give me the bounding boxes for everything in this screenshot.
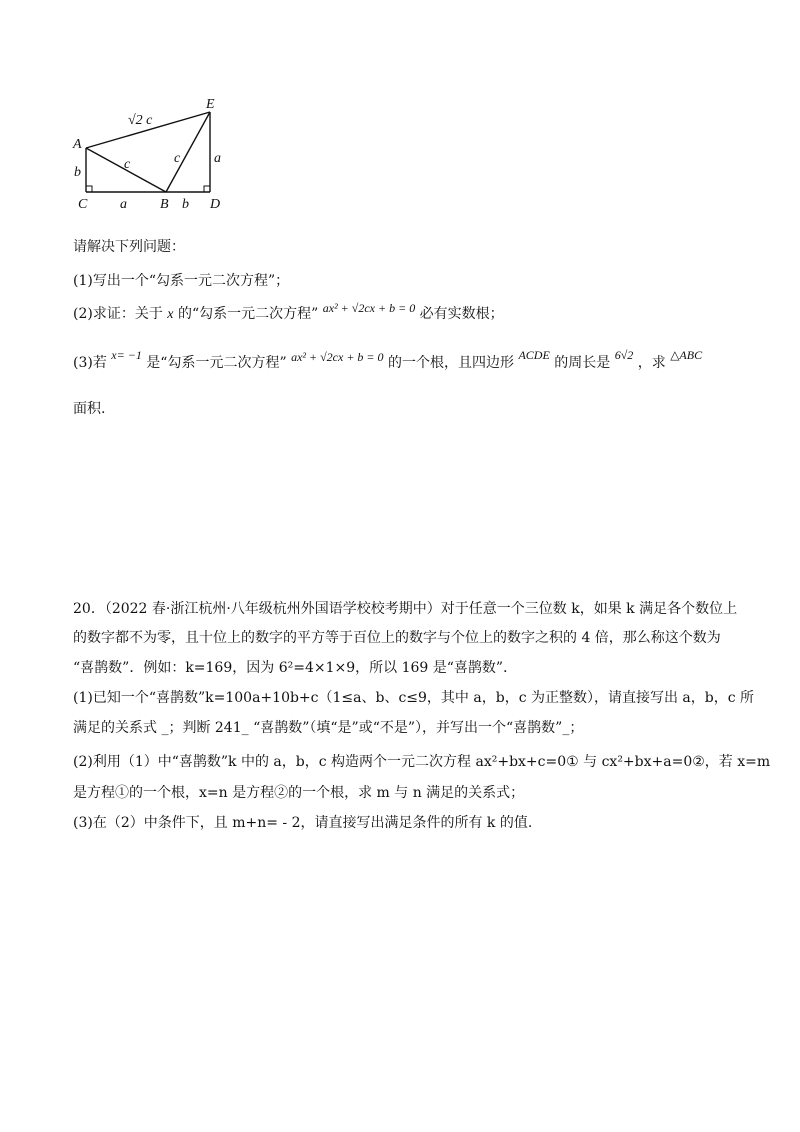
q19-part1: (1)写出一个“勾系一元二次方程”；	[73, 273, 290, 289]
q19-p3-text-b: 是“勾系一元二次方程”	[146, 355, 287, 371]
segment-BE	[166, 112, 210, 192]
label-b-bd: b	[182, 197, 189, 212]
q19-p3-text-d: 的周长是	[554, 355, 611, 371]
q19-p3-equation: ax² + √2cx + b = 0	[291, 350, 384, 364]
q20-line8: (3)在（2）中条件下，且 m+n= - 2，请直接写出满足条件的所有 k 的值.	[73, 815, 533, 831]
q20-line6: (2)利用（1）中“喜鹊数”k 中的 a，b，c 构造两个一元二次方程 ax²+bx+c=0① 与 cx²+bx+a=0②，若 x=m	[73, 754, 771, 770]
label-C: C	[78, 197, 88, 212]
label-c-ab: c	[124, 157, 131, 172]
q19-p3-text-c: 的一个根，且四边形	[387, 355, 514, 371]
q19-part2	[73, 303, 504, 323]
q19-p3-quad: ACDE	[518, 348, 550, 362]
q19-p3-text-f: 面积.	[73, 401, 106, 417]
label-b-ac: b	[74, 165, 81, 180]
q19-intro: 请解决下列问题：	[73, 239, 185, 255]
label-a-de: a	[214, 151, 221, 166]
q19-p2-x: x	[167, 307, 174, 322]
label-A: A	[73, 137, 82, 152]
q20-line7: 是方程①的一个根，x=n 是方程②的一个根，求 m 与 n 满足的关系式；	[73, 785, 525, 801]
label-D: D	[210, 197, 221, 212]
q19-p2-text-a: (2)求证：关于	[73, 306, 163, 322]
q19-p3-text-e: ，求	[637, 355, 666, 371]
q19-p2-text-b: 的“勾系一元二次方程”	[177, 306, 319, 322]
right-angle-C	[86, 186, 92, 192]
q19-p2-equation: ax² + √2cx + b = 0	[322, 301, 416, 315]
label-E: E	[206, 97, 215, 112]
q20-line1: 20．（2022 春·浙江杭州·八年级杭州外国语学校校考期中）对于任意一个三位数 k，如果 k 满足各个数位上	[73, 601, 738, 617]
geometry-figure	[60, 90, 240, 215]
label-B: B	[160, 197, 169, 212]
q20-line4: (1)已知一个“喜鹊数”k=100a+10b+c（1≤a、b、c≤9，其中 a，b，c 为正整数），请直接写出 a，b，c 所	[73, 690, 755, 706]
q19-p3-triangle: △ABC	[670, 348, 703, 362]
q19-p2-text-c: 必有实数根；	[419, 306, 504, 322]
label-sqrt2c: √2 c	[128, 113, 153, 128]
q20-line3: “喜鹊数”．例如：k=169，因为 6²=4×1×9，所以 169 是“喜鹊数”．	[73, 660, 518, 676]
q19-p3-text-a: (3)若	[73, 355, 107, 371]
q19-p3-perimeter: 6√2	[614, 348, 634, 362]
label-a-cb: a	[120, 197, 127, 212]
q19-part3	[73, 348, 703, 372]
q20-line5: 满足的关系式 _；判断 241_ “喜鹊数”（填“是”或“不是”），并写出一个“喜鹊数”_；	[73, 720, 584, 736]
q20-line2: 的数字都不为零，且十位上的数字的平方等于百位上的数字与个位上的数字之积的 4 倍，那么称这个数为	[73, 630, 721, 646]
q19-p3-condition: x= −1	[111, 348, 142, 362]
label-c-be: c	[174, 151, 181, 166]
right-angle-D	[204, 186, 210, 192]
